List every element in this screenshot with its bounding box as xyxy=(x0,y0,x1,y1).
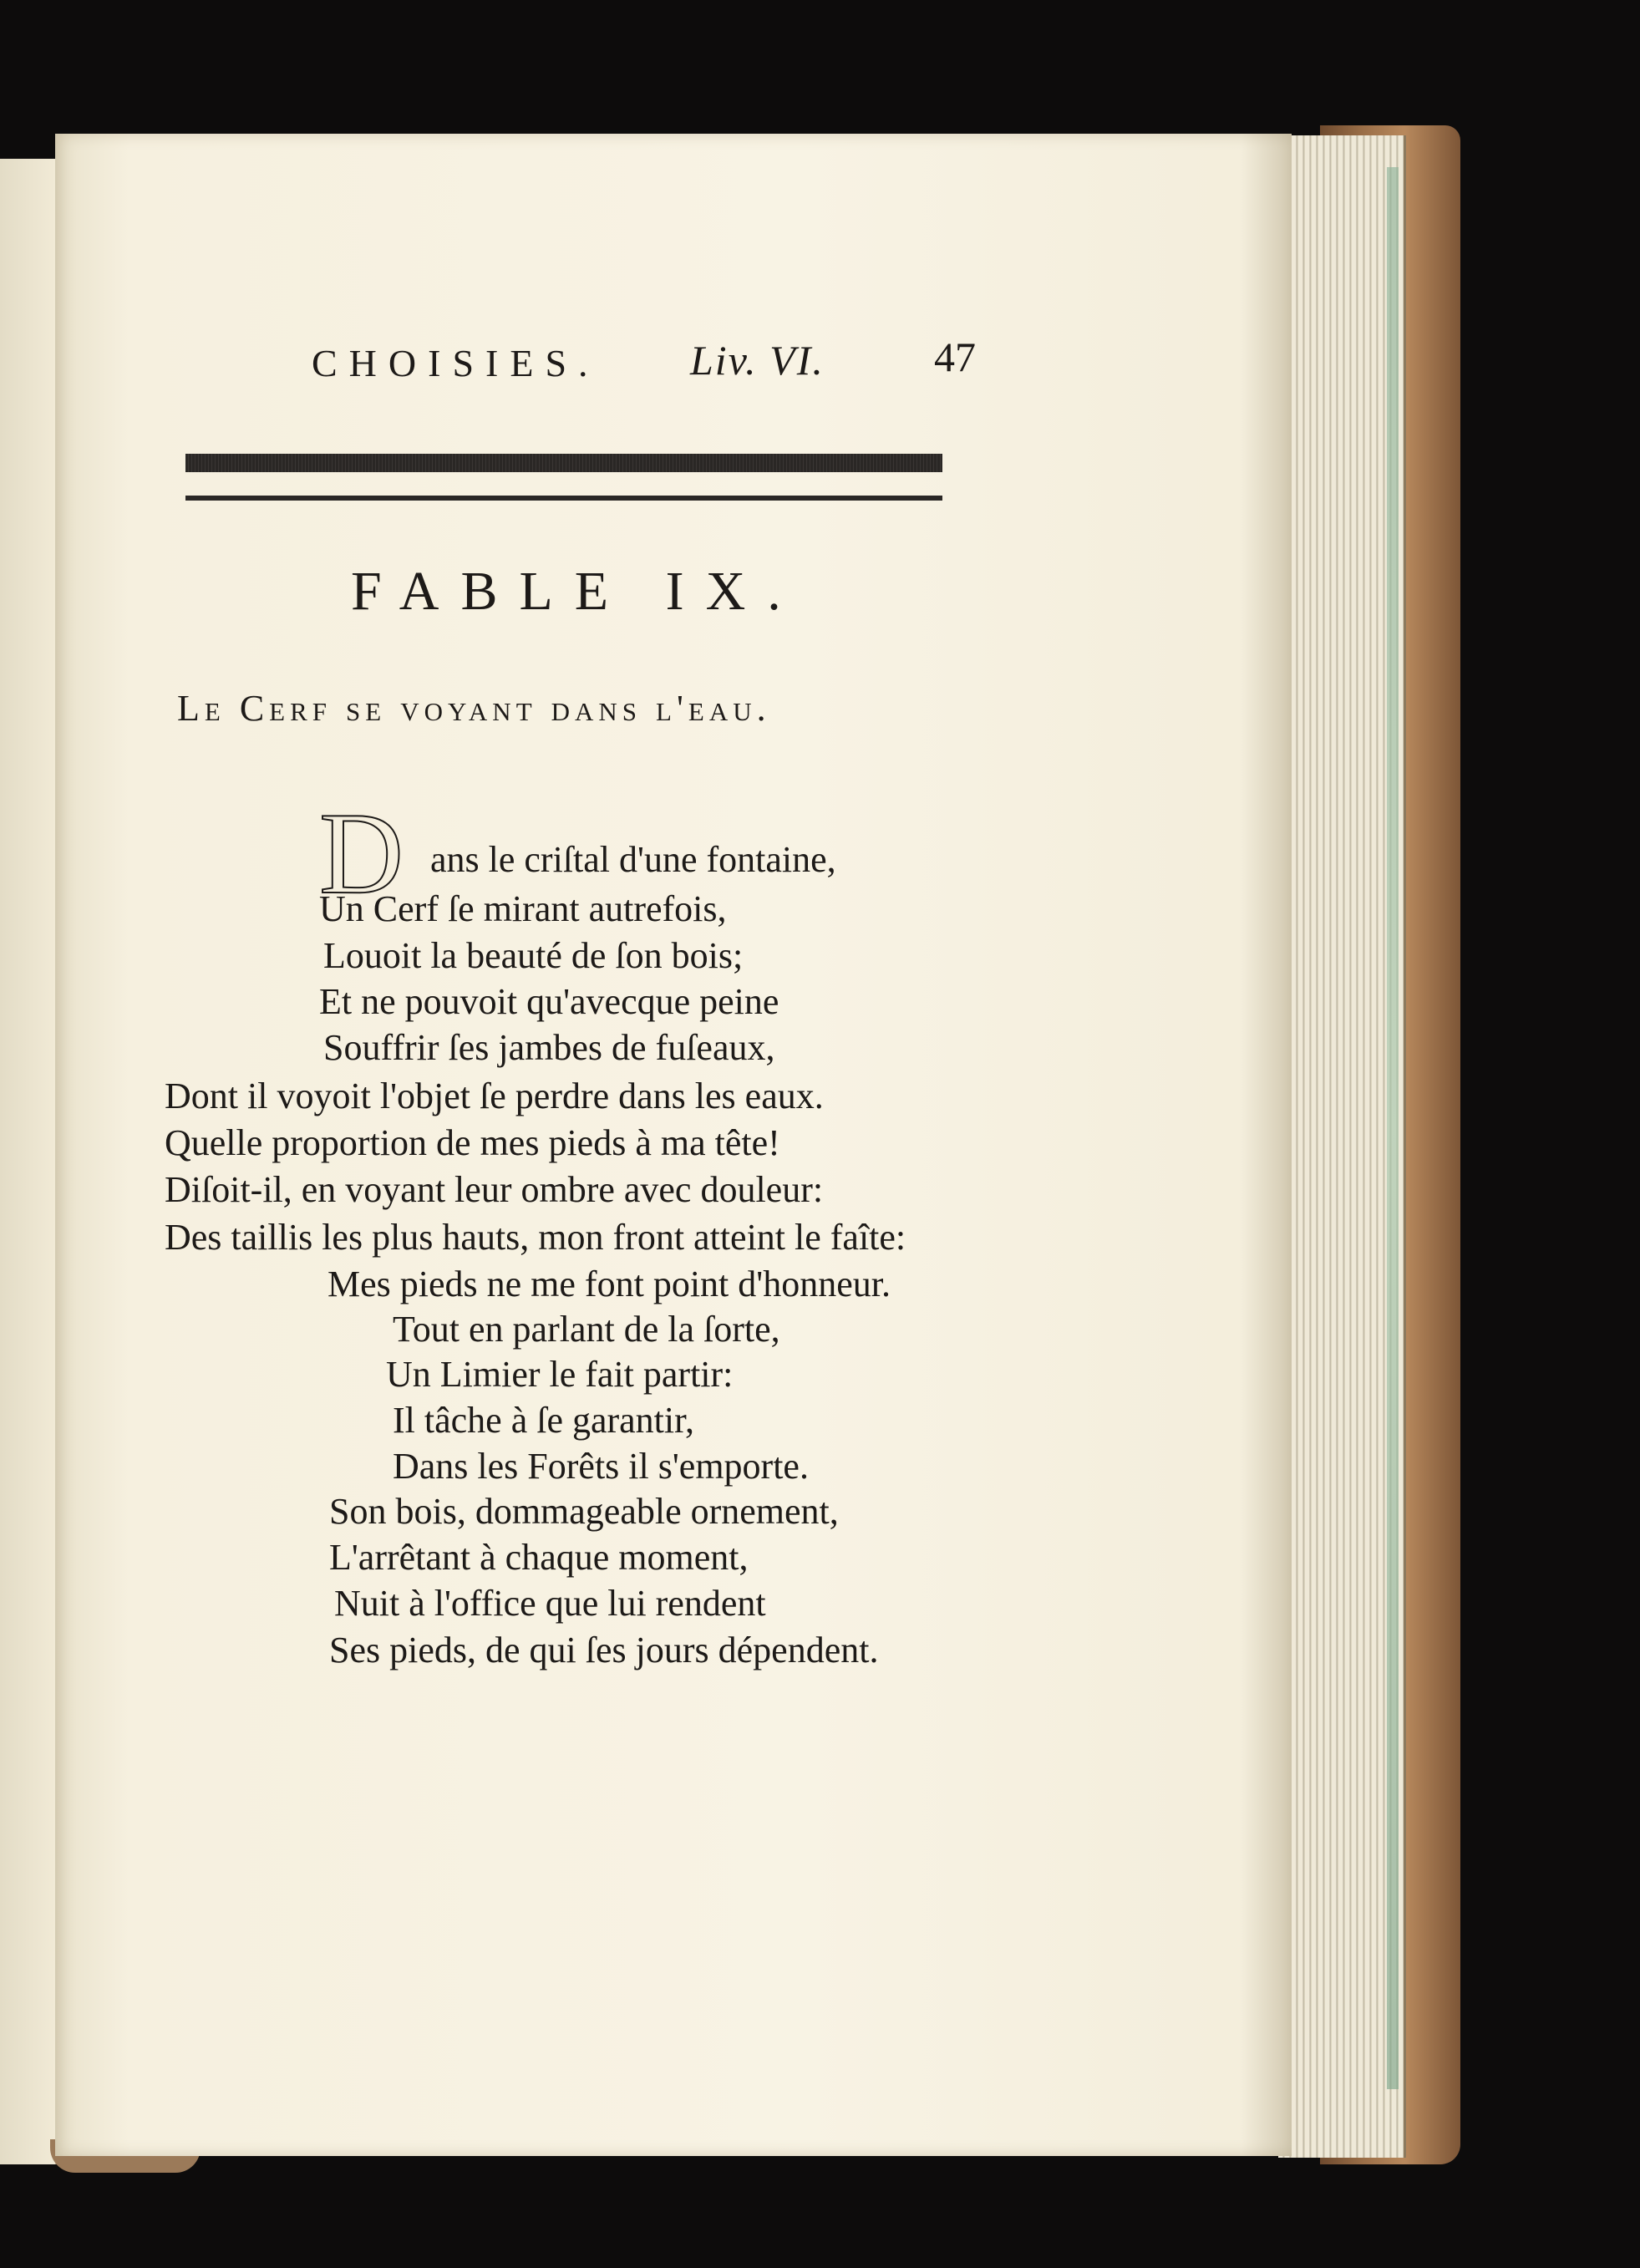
fable-title: FABLE IX. xyxy=(351,561,803,622)
drop-cap: D xyxy=(319,789,404,918)
poem-line: Un Cerf ſe mirant autrefois, xyxy=(319,888,727,929)
poem-line: Il tâche à ſe garantir, xyxy=(393,1400,695,1441)
poem-line: Louoit la beauté de ſon bois; xyxy=(323,935,744,976)
poem-line: Et ne pouvoit qu'avecque peine xyxy=(319,981,779,1022)
poem-line: Dans les Forêts il s'emporte. xyxy=(393,1446,809,1487)
poem-line: Des taillis les plus hauts, mon front atteint le faîte: xyxy=(165,1217,906,1258)
poem-line: Diſoit-il, en voyant leur ombre avec douleur: xyxy=(165,1169,824,1210)
poem-line: Dont il voyoit l'objet ſe perdre dans les eaux. xyxy=(165,1076,824,1116)
poem-line: Quelle proportion de mes pieds à ma tête! xyxy=(165,1122,780,1163)
poem-line: Nuit à l'office que lui rendent xyxy=(334,1583,766,1624)
poem-line: Tout en parlant de la ſorte, xyxy=(393,1309,780,1350)
header-rule-thick xyxy=(185,454,942,472)
running-title: CHOISIES. xyxy=(312,342,600,384)
page-edge-tint xyxy=(1387,167,1399,2089)
header-rule-thin xyxy=(185,496,942,501)
book-number: Liv. VI. xyxy=(690,337,825,384)
left-page-sliver xyxy=(0,159,57,2164)
poem-line: L'arrêtant à chaque moment, xyxy=(329,1537,749,1578)
poem-line: Son bois, dommageable ornement, xyxy=(329,1491,839,1532)
poem-line: Un Limier le fait partir: xyxy=(386,1354,734,1395)
page-number: 47 xyxy=(934,333,976,380)
poem-line: ans le criſtal d'une fontaine, xyxy=(430,839,836,880)
page-fold-shadow xyxy=(1241,134,1292,2156)
poem-line: Mes pieds ne me font point d'honneur. xyxy=(327,1264,891,1304)
poem-line: Ses pieds, de qui ſes jours dépendent. xyxy=(329,1630,879,1670)
poem-line: Souffrir ſes jambes de fuſeaux, xyxy=(323,1027,775,1068)
fable-subtitle: Le Cerf se voyant dans l'eau. xyxy=(177,688,771,729)
